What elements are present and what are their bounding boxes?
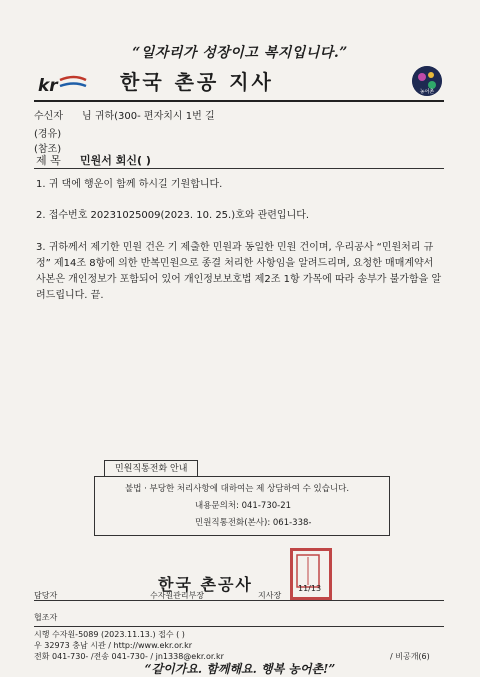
phone-line: 전화 041-730- /전송 041-730- / jn1338@ekr.or.kr (34, 652, 224, 661)
address-line: 우 32973 충남 시관 / http://www.ekr.or.kr (34, 641, 193, 650)
subject-row (36, 152, 151, 168)
branch-head-label: 지사장 (258, 591, 282, 600)
subject-value: 민원서 회신( ) (80, 154, 151, 167)
slogan-top: “일자리가 성장이고 복지입니다.” (132, 45, 348, 61)
subject-label: 제 목 (36, 154, 61, 167)
org-title: 한국 촌공 지사 (120, 70, 274, 94)
notice-body (94, 476, 390, 536)
footer-mid-rule (34, 626, 444, 627)
via-label: (경유) (34, 129, 62, 140)
logo-left-text: kr (38, 76, 58, 96)
notice-box (94, 460, 390, 530)
approval-date: 11/13 (298, 584, 322, 593)
kr-logo (36, 72, 88, 98)
via-row (34, 125, 61, 140)
sign-title: 한국 촌공사 (158, 575, 253, 594)
slogan-bottom: “같이가요. 함께해요. 행복 농어촌!” (144, 662, 336, 676)
logo-right-text: 농어촌 (419, 89, 435, 95)
recipient-label: 수신자 (34, 111, 63, 122)
disclosure-label: / 비공개(6) (390, 652, 430, 661)
enforce-line: 시행 수자원-5089 (2023.11.13.) 접수 ( ) (34, 630, 185, 639)
paragraph-1: 1. 귀 댁에 행운이 함께 하시길 기원합니다. (36, 179, 223, 190)
header-rule (34, 100, 444, 102)
footer-top-rule (34, 600, 444, 601)
recipient-row (34, 107, 215, 122)
cc-label: (참조) (34, 144, 62, 155)
paragraph-2: 2. 접수번호 20231025009(2023. 10. 25.)호와 관련입니다. (36, 210, 310, 221)
recipient-value: 님 귀하(300- 편자치시 1번 길 (82, 111, 215, 122)
notice-line-2: 내용문의처: 041-730-21 (195, 501, 292, 511)
drafter-label: 담당자 (34, 591, 58, 600)
cooperator-label: 협조자 (34, 613, 58, 622)
notice-line-3: 민원직통전화(본사): 061-338- (195, 518, 312, 528)
manager-label: 수자원관리부장 (150, 591, 205, 600)
rural-logo (412, 66, 442, 96)
paragraph-3: 3. 귀하께서 제기한 민원 건은 기 제출한 민원과 동일한 민원 건이며, 우리공사 “민원처리 규정” 제14조 8항에 의한 반복민원으로 종결 처리한 사항임을 알려드리며, 요청한 매매계약서 사본은 개인정보가 포함되어 있어 개인정보보호법 제2조 1항 가목에 따라 송부가 불가함을 알려드립니다. 끝. (36, 242, 442, 301)
subject-rule (34, 168, 444, 169)
notice-tab: 민원직통전화 안내 (104, 460, 198, 477)
notice-line-1: 불법 · 부당한 처리사항에 대하여는 제 상담하여 수 있습니다. (125, 484, 350, 494)
